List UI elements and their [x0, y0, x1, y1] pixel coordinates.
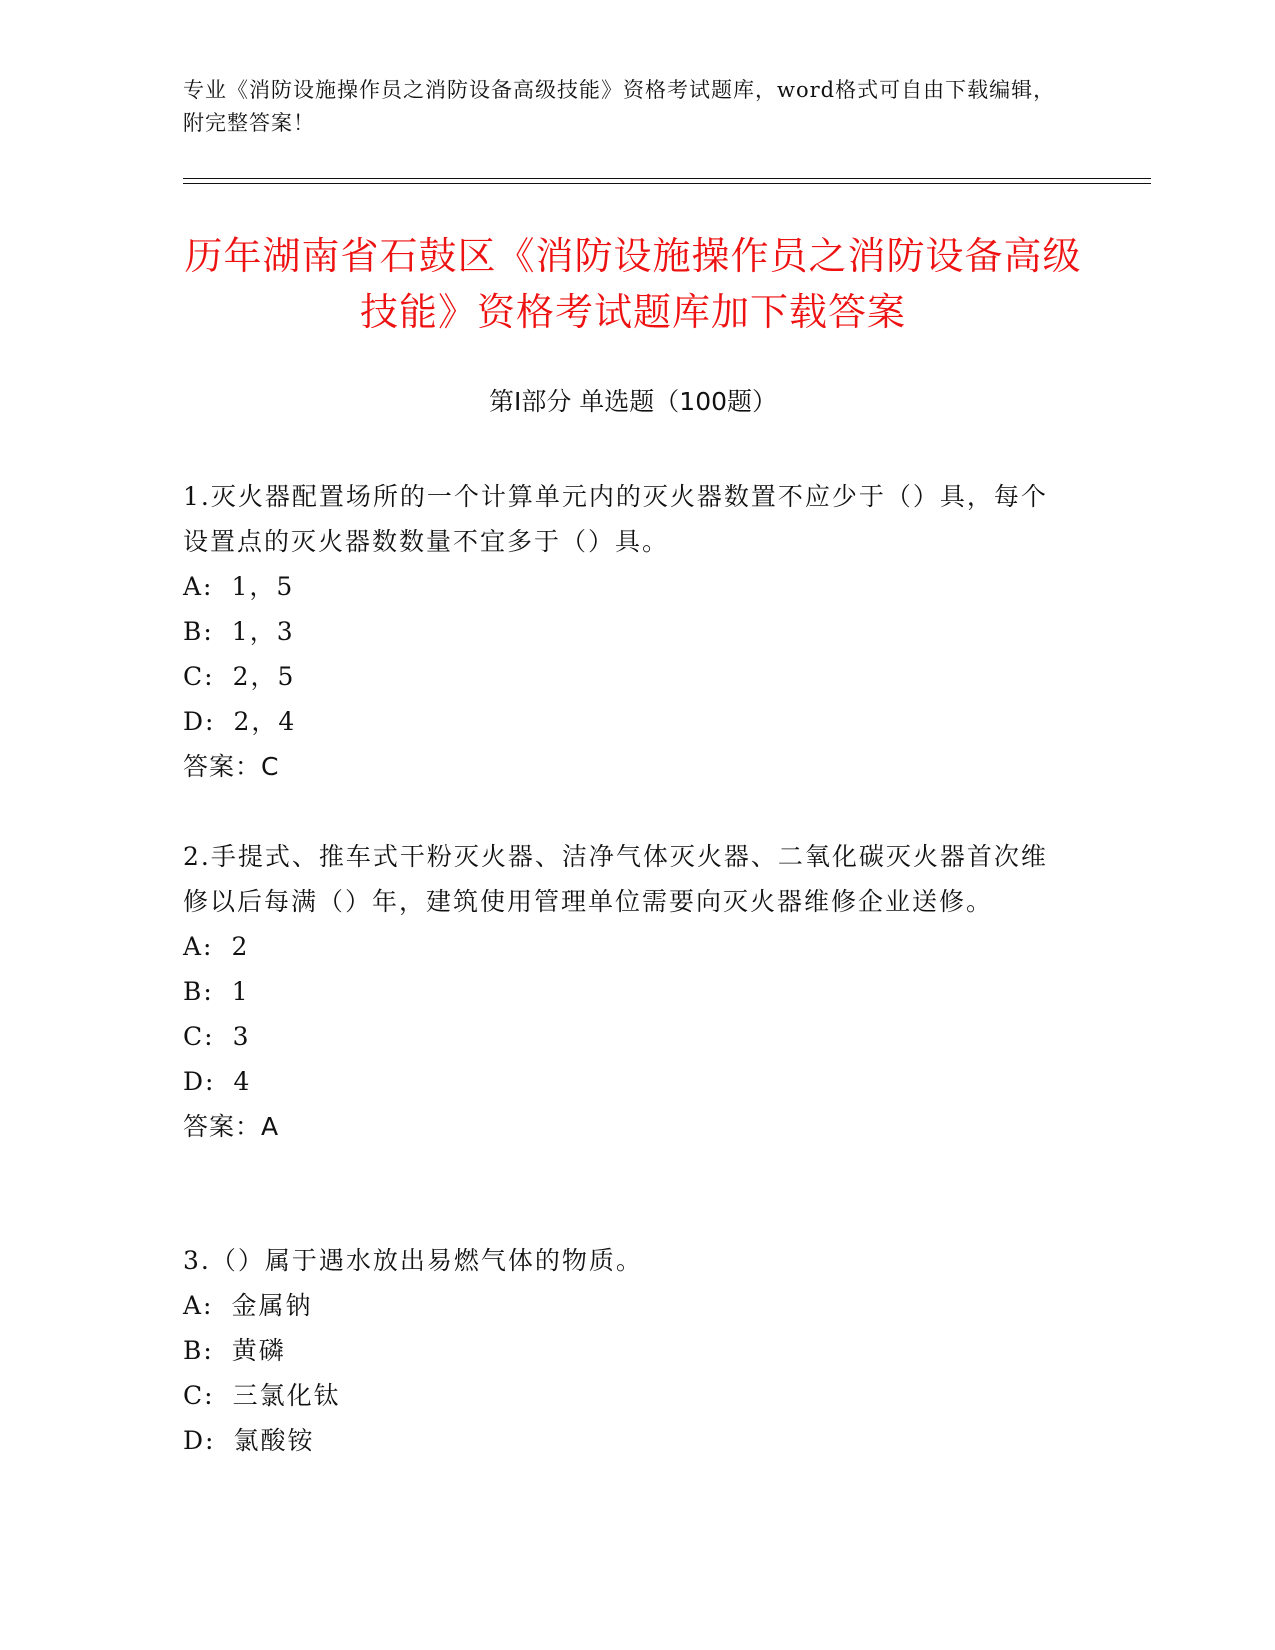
option-key: C:: [183, 662, 215, 691]
option-key: D:: [183, 1426, 216, 1455]
option-text: 金属钠: [231, 1291, 313, 1320]
option-b: [183, 1328, 1063, 1373]
option-text: 4: [233, 1067, 252, 1096]
question-stem: 1.灭火器配置场所的一个计算单元内的灭火器数置不应少于（）具，每个设置点的灭火器数数量不宜多于（）具。: [183, 482, 1048, 556]
option-text: 2，4: [233, 707, 297, 736]
option-text: 三氯化钛: [232, 1381, 341, 1410]
option-d: [183, 699, 1063, 744]
option-text: 2: [231, 932, 250, 961]
question-stem: 2.手提式、推车式干粉灭火器、洁净气体灭火器、二氧化碳灭火器首次维修以后每满（）年，建筑使用管理单位需要向灭火器维修企业送修。: [183, 842, 1048, 916]
option-key: C:: [183, 1381, 215, 1410]
option-a: [183, 564, 1063, 609]
option-text: 1，5: [231, 572, 295, 601]
header-note: 专业《消防设施操作员之消防设备高级技能》资格考试题库，word格式可自由下载编辑，附完整答案！: [183, 78, 1056, 135]
option-text: 3: [232, 1022, 251, 1051]
option-key: C:: [183, 1022, 215, 1051]
option-b: [183, 969, 1063, 1014]
header-divider: [183, 178, 1151, 184]
option-d: [183, 1418, 1063, 1463]
option-c: [183, 1373, 1063, 1418]
answer-line: 答案：A: [183, 1112, 280, 1141]
section-heading: 第Ⅰ部分 单选题（100题）: [488, 387, 778, 416]
option-key: A:: [183, 932, 214, 961]
option-key: A:: [183, 572, 214, 601]
question-2: [183, 834, 1063, 1149]
document-title: 历年湖南省石鼓区《消防设施操作员之消防设备高级技能》资格考试题库加下载答案: [184, 234, 1082, 334]
option-a: [183, 1283, 1063, 1328]
option-key: B:: [183, 617, 214, 646]
option-text: 1: [231, 977, 250, 1006]
option-d: [183, 1059, 1063, 1104]
option-key: B:: [183, 1336, 214, 1365]
option-key: B:: [183, 977, 214, 1006]
option-text: 2，5: [232, 662, 296, 691]
option-text: 氯酸铵: [233, 1426, 315, 1455]
option-text: 1，3: [231, 617, 295, 646]
option-c: [183, 1014, 1063, 1059]
option-key: A:: [183, 1291, 214, 1320]
option-text: 黄磷: [231, 1336, 286, 1365]
option-b: [183, 609, 1063, 654]
question-3: [183, 1238, 1063, 1463]
option-a: [183, 924, 1063, 969]
option-c: [183, 654, 1063, 699]
option-key: D:: [183, 707, 216, 736]
answer-line: 答案：C: [183, 752, 280, 781]
question-stem: 3.（）属于遇水放出易燃气体的物质。: [183, 1246, 643, 1275]
option-key: D:: [183, 1067, 216, 1096]
question-1: [183, 474, 1063, 789]
